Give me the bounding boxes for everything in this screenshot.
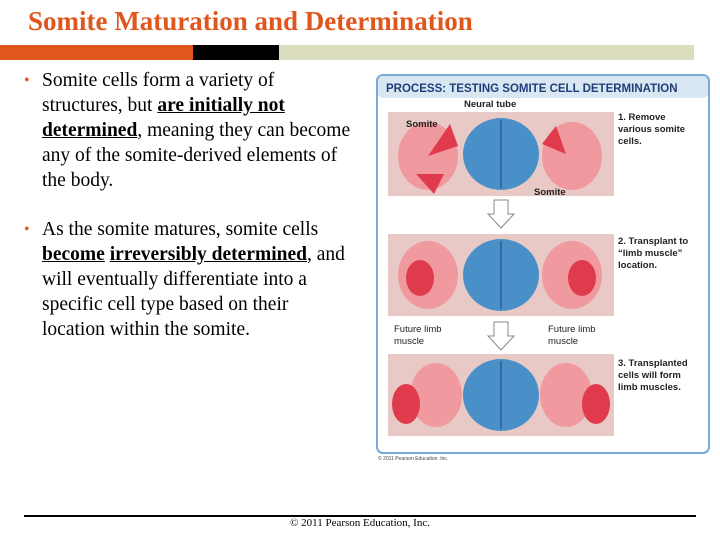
bullet-1-text: Somite cells form a variety of structures, but [42,70,275,116]
title-stripe-dark [193,45,279,60]
bullet-1-text-end: , meaning they can become any of the somite-derived elements of the body. [42,120,351,191]
slide-title: Somite Maturation and Determination [28,6,473,36]
bullet-2-text-end: , and will eventually differentiate into a specific cell type based on their location within the somite. [42,244,345,340]
bullet-1-emphasis: are initially not determined [42,95,285,141]
bullet-item-2 [24,217,354,342]
neural-tube-label: Neural tube [464,99,517,110]
bullet-2-emphasis-determined: irreversibly determined [109,244,307,265]
figure-copyright: © 2011 Pearson Education, Inc. [378,456,449,460]
bullet-dot: • [24,72,30,89]
bullet-list [24,68,354,342]
step-2-label: 2. Transplant to “limb muscle” location. [618,236,689,271]
bullet-dot: • [24,221,30,238]
title-stripe-accent [0,45,193,60]
figure-header-text: PROCESS: TESTING SOMITE CELL DETERMINATION [386,83,678,95]
title-stripe-light [279,45,694,60]
bullet-2-text: As the somite matures, somite cells [42,219,319,240]
footer-copyright: © 2011 Pearson Education, Inc. [290,517,430,529]
future-limb-left-label: Future limb muscle [394,324,442,347]
somite-determination-figure [376,74,720,460]
somite-right-1 [542,122,602,190]
step-3-label: 3. Transplanted cells will form limb muscles. [618,358,688,393]
step-1-label: 1. Remove various somite cells. [618,112,686,147]
somite-label-top: Somite [406,119,438,130]
future-limb-right-label: Future limb muscle [548,324,596,347]
bullet-item-1 [24,68,354,193]
somite-label-bottom: Somite [534,187,566,198]
bullet-2-emphasis-become: become [42,244,105,265]
